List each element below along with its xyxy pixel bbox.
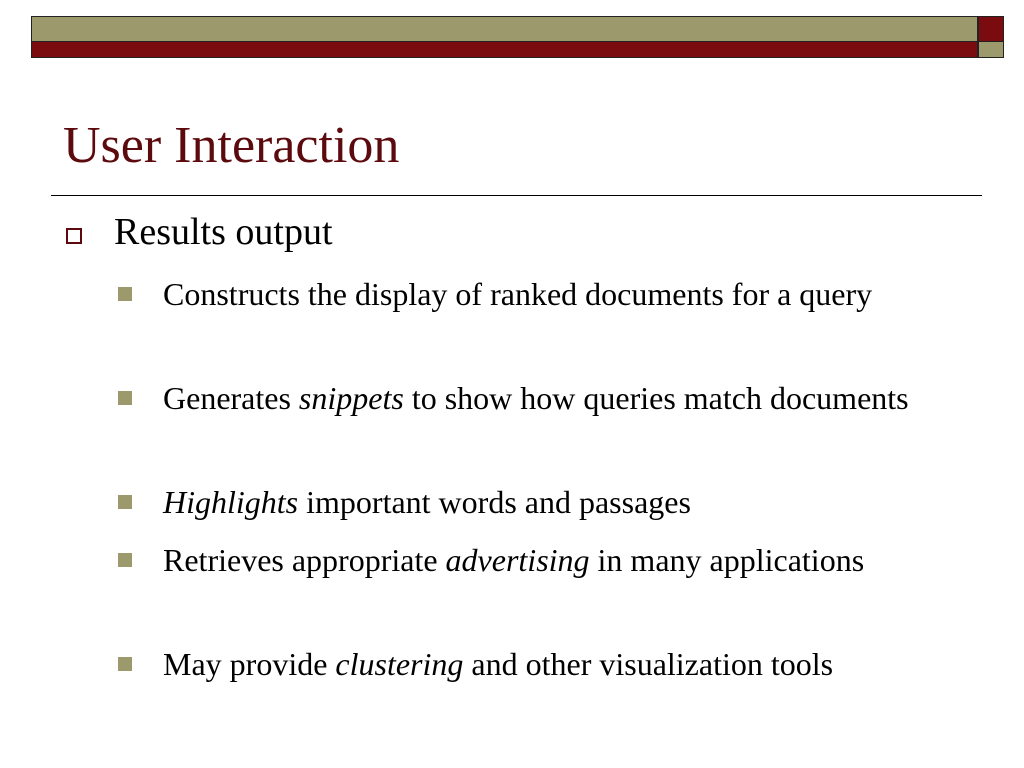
bullet-level2-text (163, 537, 963, 583)
filled-square-icon (118, 553, 132, 567)
slide-title: User Interaction (63, 117, 400, 174)
filled-square-icon (118, 657, 132, 671)
bullet-level2-text (163, 271, 963, 317)
bullet-level2-text (163, 375, 963, 421)
text-segment: May provide (163, 646, 336, 682)
text-segment: to show how queries match documents (403, 380, 909, 416)
bullet-level2-text (163, 479, 963, 525)
emphasized-text: advertising (445, 542, 590, 578)
text-segment: Constructs the display of ranked documents for a query (163, 276, 873, 312)
hollow-square-icon (66, 228, 82, 244)
text-segment: and other visualization tools (463, 646, 834, 682)
bullet-level2-text (163, 641, 963, 687)
text-segment: important words and passages (298, 484, 691, 520)
text-segment: in many applications (589, 542, 865, 578)
emphasized-text: Highlights (163, 484, 299, 520)
text-segment: Retrieves appropriate (163, 542, 446, 578)
filled-square-icon (118, 287, 132, 301)
filled-square-icon (118, 495, 132, 509)
text-segment: Generates (163, 380, 299, 416)
filled-square-icon (118, 391, 132, 405)
bullet-level1-text: Results output (114, 211, 333, 253)
emphasized-text: clustering (335, 646, 464, 682)
emphasized-text: snippets (298, 380, 404, 416)
